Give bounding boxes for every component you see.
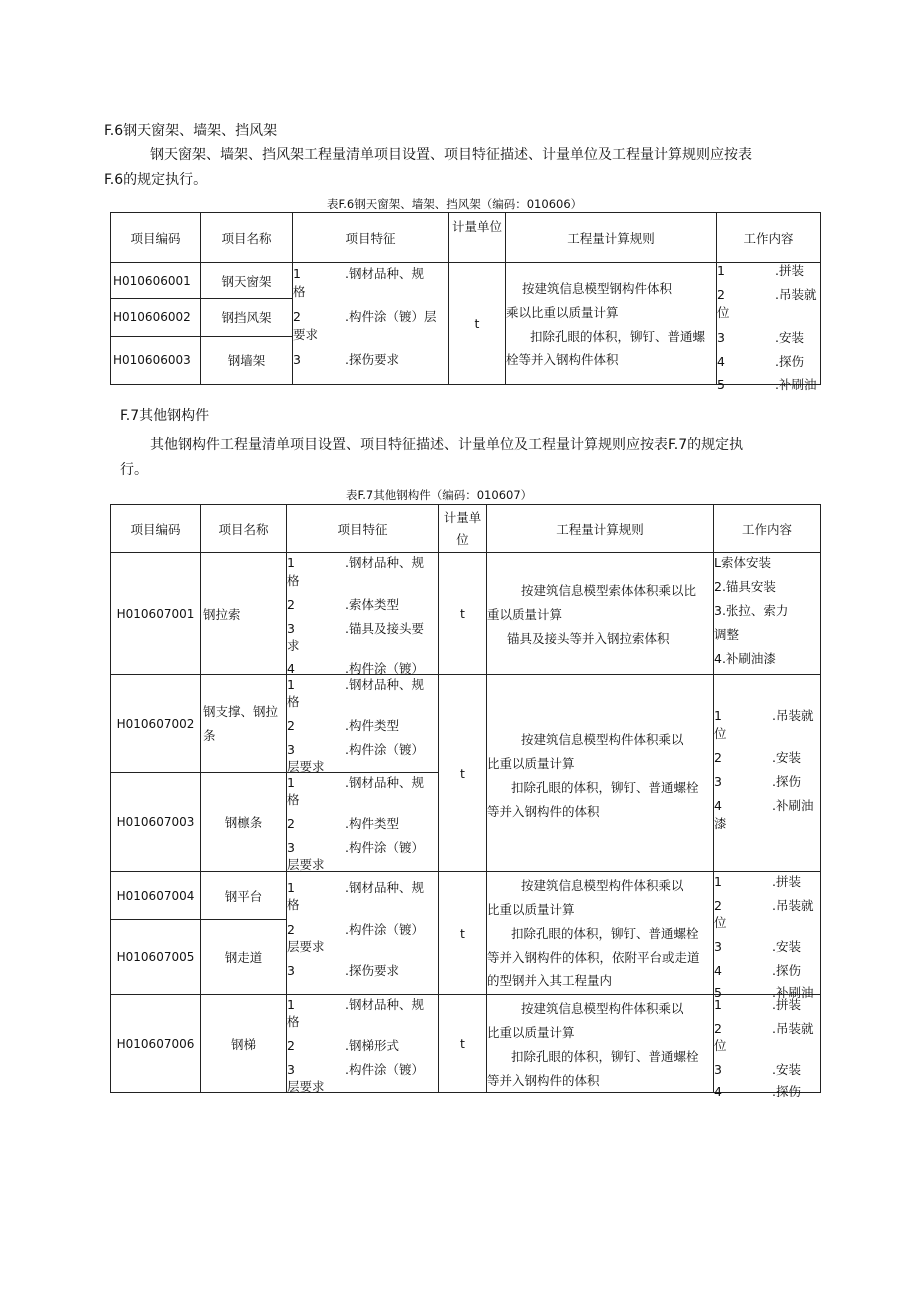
item-code: H010607001 bbox=[111, 553, 201, 675]
work-text: .拼装 bbox=[775, 263, 804, 278]
item-name: 钢墙架 bbox=[201, 336, 293, 384]
work-num: 2 bbox=[714, 749, 722, 765]
work-text: .吊装就 bbox=[772, 707, 814, 723]
work-text: 2.锚具安装 bbox=[714, 579, 776, 594]
work-num: 3 bbox=[714, 773, 722, 789]
work-num: 3 bbox=[714, 1062, 722, 1077]
feature-num: 2 bbox=[287, 597, 295, 612]
item-code: H010607002 bbox=[111, 675, 201, 773]
rule-text: 的型钢并入其工程量内 bbox=[487, 973, 613, 988]
feature-text: .构件涂（镀） bbox=[345, 840, 424, 855]
item-code: H010607003 bbox=[111, 773, 201, 872]
feature-num: 1 bbox=[293, 266, 301, 281]
work-cell bbox=[714, 995, 821, 1099]
feature-num: 2 bbox=[293, 309, 301, 324]
feature-text: .构件类型 bbox=[345, 816, 399, 831]
feature-num: 1 bbox=[287, 997, 295, 1012]
rule-text: 重以质量计算 bbox=[487, 607, 563, 622]
rule-cell bbox=[487, 995, 714, 1093]
feature-text: .构件类型 bbox=[345, 718, 399, 733]
work-text: 3.张拉、索力 bbox=[714, 603, 789, 618]
table-f7 bbox=[110, 504, 821, 1099]
work-text: .安装 bbox=[772, 939, 801, 954]
header-name: 项目名称 bbox=[201, 213, 293, 263]
table-row bbox=[111, 675, 821, 773]
unit-cell: t bbox=[439, 872, 487, 995]
table-f6 bbox=[110, 212, 821, 392]
feature-text: 层要求 bbox=[287, 759, 325, 774]
work-text: .补刷油 bbox=[772, 985, 814, 1000]
feature-num: 2 bbox=[287, 718, 295, 733]
work-text: .吊装就 bbox=[772, 1021, 814, 1036]
rule-text: 等并入钢构件的体积 bbox=[487, 1073, 600, 1088]
work-text: .探伤 bbox=[775, 354, 804, 369]
feature-text: 求 bbox=[287, 638, 300, 653]
rule-text: 按建筑信息模型构件体积乘以 bbox=[521, 731, 684, 747]
feature-text: .构件涂（镀） bbox=[345, 1062, 424, 1077]
unit-cell: t bbox=[439, 675, 487, 872]
work-text: 调整 bbox=[714, 627, 740, 642]
feature-num: 1 bbox=[287, 880, 295, 895]
item-name-line2: 条 bbox=[203, 727, 216, 743]
work-num: 1 bbox=[714, 874, 722, 889]
work-num: 4 bbox=[714, 1084, 722, 1099]
work-num: 3 bbox=[717, 330, 725, 345]
table-row bbox=[111, 872, 821, 920]
rule-text: 扣除孔眼的体积，铆钉、普通螺栓 bbox=[511, 926, 699, 941]
header-features: 项目特征 bbox=[293, 213, 449, 263]
feature-text: .构件涂（镀） bbox=[345, 661, 424, 676]
feature-text: 格 bbox=[287, 792, 300, 807]
work-text: .安装 bbox=[772, 749, 801, 765]
work-text: 漆 bbox=[714, 815, 727, 831]
work-cell bbox=[714, 872, 821, 1000]
feature-num: 3 bbox=[287, 621, 295, 636]
rule-text: 扣除孔眼的体积，铆钉、普通螺 bbox=[530, 329, 706, 344]
table-row bbox=[111, 995, 821, 1093]
work-text: .吊装就 bbox=[772, 898, 814, 913]
feature-text: 层要求 bbox=[287, 857, 325, 872]
rule-text: 比重以质量计算 bbox=[487, 902, 575, 917]
section-paragraph-f6-line2: F.6的规定执行。 bbox=[104, 172, 208, 188]
work-text: 4.补刷油漆 bbox=[714, 651, 776, 666]
feature-text: .钢材品种、规 bbox=[345, 677, 424, 692]
work-num: 2 bbox=[717, 287, 725, 302]
item-name: 钢拉索 bbox=[201, 553, 287, 675]
feature-text: 格 bbox=[287, 573, 300, 588]
feature-text: 格 bbox=[287, 1014, 300, 1029]
feature-text: 层要求 bbox=[287, 939, 325, 954]
rule-cell bbox=[487, 675, 714, 872]
item-code: H010607004 bbox=[111, 872, 201, 920]
rule-text: 等并入钢构件的体积，依附平台或走道 bbox=[487, 950, 700, 965]
table-caption-f7: 表F.7其他钢构件（编码：010607） bbox=[346, 488, 533, 502]
work-num: 4 bbox=[717, 354, 725, 369]
work-text: .补刷油 bbox=[772, 797, 814, 813]
work-num: 4 bbox=[714, 963, 722, 978]
item-code: H010606003 bbox=[111, 336, 201, 384]
item-name: 钢檩条 bbox=[201, 773, 287, 872]
rule-text: 扣除孔眼的体积，铆钉、普通螺栓 bbox=[511, 1049, 699, 1064]
header-rule: 工程量计算规则 bbox=[506, 213, 717, 263]
rule-text: 比重以质量计算 bbox=[487, 755, 575, 771]
header-code: 项目编码 bbox=[111, 213, 201, 263]
header-unit bbox=[439, 505, 487, 553]
item-name: 钢走道 bbox=[201, 920, 287, 995]
section-heading-f6: F.6钢天窗架、墙架、挡风架 bbox=[104, 123, 278, 139]
rule-cell bbox=[487, 553, 714, 675]
header-unit-line1: 计量单 bbox=[443, 509, 482, 525]
rule-text: 按建筑信息模型钢构件体积 bbox=[522, 281, 673, 296]
item-code: H010607005 bbox=[111, 920, 201, 995]
work-text: .探伤 bbox=[772, 963, 801, 978]
feature-num: 2 bbox=[287, 816, 295, 831]
feature-num: 3 bbox=[287, 1062, 295, 1077]
work-text: 位 bbox=[714, 725, 727, 741]
work-text: .探伤 bbox=[772, 773, 801, 789]
header-unit: 计量单位 bbox=[449, 213, 506, 263]
features-cell bbox=[287, 872, 439, 995]
feature-text: .索体类型 bbox=[345, 597, 399, 612]
header-rule: 工程量计算规则 bbox=[487, 505, 714, 553]
table-row bbox=[111, 263, 821, 299]
work-text: .安装 bbox=[772, 1062, 801, 1077]
feature-num: 4 bbox=[287, 661, 295, 676]
feature-num: 1 bbox=[287, 677, 295, 692]
section-heading-f7: F.7其他钢构件 bbox=[120, 408, 210, 424]
work-cell bbox=[714, 675, 821, 872]
header-code: 项目编码 bbox=[111, 505, 201, 553]
feature-text: .钢材品种、规 bbox=[345, 880, 424, 895]
rule-cell bbox=[487, 872, 714, 995]
work-num: 1 bbox=[714, 997, 722, 1012]
item-name-line1: 钢支撑、钢拉 bbox=[203, 703, 279, 719]
feature-text: .钢梯形式 bbox=[345, 1038, 399, 1053]
rule-text: 扣除孔眼的体积，铆钉、普通螺栓 bbox=[511, 779, 699, 795]
features-cell bbox=[287, 553, 439, 675]
work-text: .拼装 bbox=[772, 874, 801, 889]
unit-cell: t bbox=[439, 995, 487, 1093]
feature-num: 1 bbox=[287, 555, 295, 570]
work-text: 位 bbox=[714, 1038, 727, 1053]
item-code: H010606002 bbox=[111, 299, 201, 336]
feature-text: .钢材品种、规 bbox=[345, 266, 424, 281]
rule-text: 按建筑信息模型索体体积乘以比 bbox=[521, 583, 697, 598]
section-paragraph-f6-line1: 钢天窗架、墙架、挡风架工程量清单项目设置、项目特征描述、计量单位及工程量计算规则应按表 bbox=[150, 147, 752, 163]
feature-num: 1 bbox=[287, 775, 295, 790]
feature-num: 3 bbox=[287, 840, 295, 855]
work-text: 位 bbox=[717, 305, 730, 320]
work-num: 1 bbox=[714, 707, 722, 723]
feature-text: 格 bbox=[293, 284, 306, 299]
feature-text: 格 bbox=[287, 694, 300, 709]
header-work: 工作内容 bbox=[714, 505, 821, 553]
features-cell bbox=[287, 675, 439, 773]
rule-text: 锚具及接头等并入钢拉索体积 bbox=[507, 631, 670, 646]
unit-cell: t bbox=[439, 553, 487, 675]
rule-text: 按建筑信息模型构件体积乘以 bbox=[521, 878, 684, 893]
features-cell bbox=[293, 263, 449, 385]
work-text: .拼装 bbox=[772, 997, 801, 1012]
item-name: 钢平台 bbox=[201, 872, 287, 920]
feature-text: .钢材品种、规 bbox=[345, 555, 424, 570]
work-num: 1 bbox=[717, 263, 725, 278]
work-text: L索体安装 bbox=[714, 555, 771, 570]
item-code: H010607006 bbox=[111, 995, 201, 1093]
work-num: 5 bbox=[714, 985, 722, 1000]
item-name: 钢天窗架 bbox=[201, 263, 293, 299]
work-text: .吊装就 bbox=[775, 287, 817, 302]
item-name: 钢挡风架 bbox=[201, 299, 293, 336]
feature-text: .构件涂（镀）层 bbox=[345, 309, 437, 324]
section-paragraph-f7-line2: 行。 bbox=[120, 462, 148, 478]
feature-text: 要求 bbox=[293, 327, 319, 342]
feature-num: 2 bbox=[287, 922, 295, 937]
feature-text: .构件涂（镀） bbox=[345, 922, 424, 937]
feature-text: 层要求 bbox=[287, 1079, 325, 1094]
rule-cell bbox=[506, 263, 717, 385]
table-row bbox=[111, 553, 821, 675]
feature-text: .探伤要求 bbox=[345, 963, 399, 978]
work-num: 2 bbox=[714, 1021, 722, 1036]
work-num: 4 bbox=[714, 797, 722, 813]
rule-text: 乘以比重以质量计算 bbox=[506, 305, 619, 320]
feature-text: .锚具及接头要 bbox=[345, 621, 424, 636]
feature-text: .钢材品种、规 bbox=[345, 997, 424, 1012]
feature-text: .构件涂（镀） bbox=[345, 742, 424, 757]
feature-num: 3 bbox=[287, 963, 295, 978]
header-unit-line2: 位 bbox=[456, 531, 469, 547]
header-work: 工作内容 bbox=[717, 213, 821, 263]
item-name bbox=[201, 675, 287, 773]
features-cell bbox=[287, 995, 439, 1093]
work-num: 2 bbox=[714, 898, 722, 913]
work-text: .探伤 bbox=[772, 1084, 801, 1099]
feature-num: 3 bbox=[287, 742, 295, 757]
work-num: 3 bbox=[714, 939, 722, 954]
header-features: 项目特征 bbox=[287, 505, 439, 553]
unit-cell: t bbox=[449, 263, 506, 385]
feature-text: .探伤要求 bbox=[345, 352, 399, 367]
rule-text: 等并入钢构件的体积 bbox=[487, 803, 600, 819]
features-cell bbox=[287, 773, 439, 872]
section-paragraph-f7-line1: 其他钢构件工程量清单项目设置、项目特征描述、计量单位及工程量计算规则应按表F.7的规定执 bbox=[150, 437, 744, 453]
work-text: .补刷油 bbox=[775, 377, 817, 392]
rule-text: 栓等并入钢构件体积 bbox=[506, 352, 619, 367]
item-code: H010606001 bbox=[111, 263, 201, 299]
work-num: 5 bbox=[717, 377, 725, 392]
work-cell bbox=[714, 553, 821, 675]
table-caption-f6: 表F.6钢天窗架、墙架、挡风架（编码：010606） bbox=[327, 197, 583, 211]
feature-num: 3 bbox=[293, 352, 301, 367]
work-cell bbox=[717, 263, 821, 392]
rule-text: 比重以质量计算 bbox=[487, 1025, 575, 1040]
feature-num: 2 bbox=[287, 1038, 295, 1053]
work-text: 位 bbox=[714, 915, 727, 930]
rule-text: 按建筑信息模型构件体积乘以 bbox=[521, 1001, 684, 1016]
feature-text: .钢材品种、规 bbox=[345, 775, 424, 790]
item-name: 钢梯 bbox=[201, 995, 287, 1093]
feature-text: 格 bbox=[287, 897, 300, 912]
header-name: 项目名称 bbox=[201, 505, 287, 553]
work-text: .安装 bbox=[775, 330, 804, 345]
